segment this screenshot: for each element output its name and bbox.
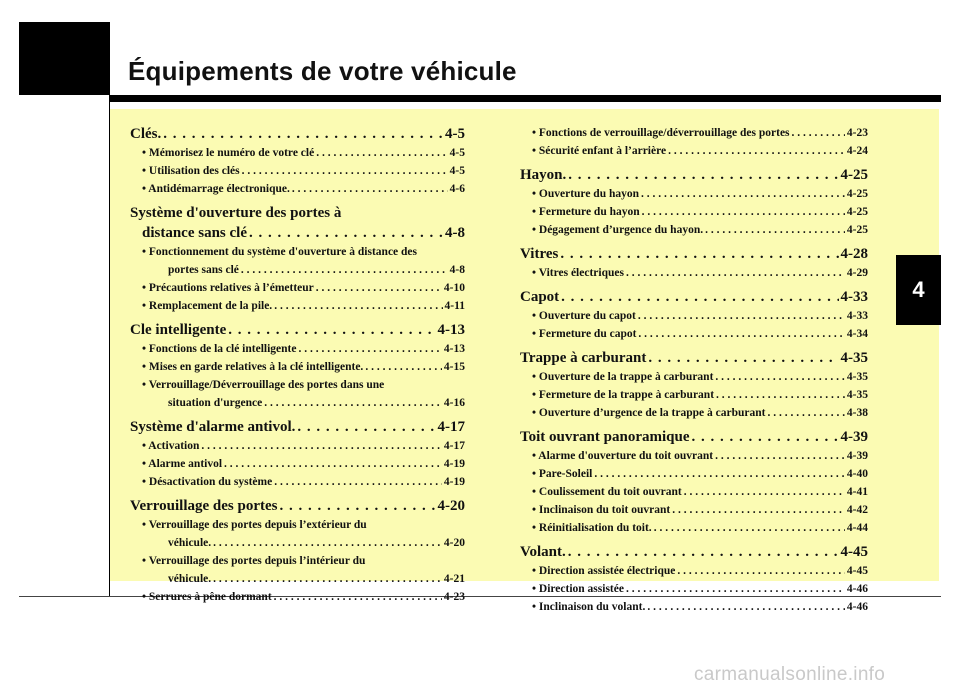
toc-subitem[interactable] [130,144,465,162]
toc-page-number: 4-33 [840,289,868,305]
toc-left-column [130,124,465,606]
toc-entry-label: • Coulissement du toit ouvrant [532,486,682,498]
leader-dots [201,437,442,455]
toc-page-number: 4-28 [840,246,868,262]
leader-dots [654,519,845,537]
leader-dots [672,501,845,519]
toc-page-number: 4-46 [846,583,868,595]
toc-subitem[interactable] [130,358,465,376]
toc-entry-label: Clés. [130,126,162,142]
toc-entry-label: véhicule. [168,573,212,585]
toc-entry-label: • Pare-Soleil [532,468,593,480]
toc-subitem[interactable] [520,368,868,386]
toc-entry-label: • Désactivation du système [142,476,273,488]
leader-dots [228,320,435,340]
toc-entry-label: • Fonctions de verrouillage/déverrouillage des portes [532,127,790,139]
toc-entry-label: Cle intelligente [130,322,227,338]
watermark: carmanualsonline.info [694,664,886,685]
leader-dots [568,542,839,562]
leader-dots [274,588,442,606]
toc-entry-label: • Activation [142,440,200,452]
leader-dots [249,223,443,243]
toc-page-number: 4-23 [846,127,868,139]
toc-page-number: 4-17 [437,419,465,435]
leader-dots [648,348,838,368]
toc-heading[interactable] [130,417,465,437]
toc-page-number: 4-25 [846,224,868,236]
toc-page-number: 4-24 [846,145,868,157]
toc-page-number: 4-20 [443,537,465,549]
toc-entry-label: Trappe à carburant [520,350,647,366]
header-black-block [19,22,109,95]
toc-heading-line: Système d'ouverture des portes à [130,205,342,221]
toc-page-number: 4-40 [846,468,868,480]
toc-entry-label: Vitres [520,246,559,262]
toc-subitem[interactable] [520,203,868,221]
toc-subitem[interactable] [520,325,868,343]
toc-heading[interactable] [520,244,868,264]
toc-page-number: 4-25 [846,206,868,218]
toc-page-number: 4-38 [846,407,868,419]
leader-dots [684,483,845,501]
toc-subitem[interactable] [520,142,868,160]
toc-subitem[interactable] [520,519,868,537]
toc-page-number: 4-29 [846,267,868,279]
toc-page-number: 4-25 [846,188,868,200]
leader-dots [274,473,442,491]
leader-dots [715,368,845,386]
toc-subitem[interactable] [130,394,465,412]
toc-subitem-line: • Fonctionnement du système d'ouverture à distance des [142,246,418,258]
toc-page-number: 4-35 [846,389,868,401]
toc-page-number: 4-35 [846,371,868,383]
toc-page-number: 4-10 [443,282,465,294]
toc-subitem[interactable] [520,598,868,616]
toc-page-number: 4-13 [443,343,465,355]
leader-dots [297,417,435,437]
toc-entry-label: • Fermeture de la trappe à carburant [532,389,715,401]
toc-page-number: 4-5 [445,126,465,142]
toc-entry-label: Verrouillage des portes [130,498,278,514]
toc-page-number: 4-8 [449,264,465,276]
leader-dots [647,598,845,616]
leader-dots [626,264,845,282]
toc-subitem[interactable] [130,340,465,358]
toc-subitem[interactable] [130,180,465,198]
leader-dots [213,534,442,552]
toc-page-number: 4-11 [444,300,465,312]
toc-page-number: 4-39 [840,429,868,445]
leader-dots [705,221,845,239]
toc-entry-label: • Ouverture du hayon [532,188,640,200]
toc-subitem-line: • Verrouillage des portes depuis l’intérieur du [142,555,366,567]
toc-right-column [520,124,868,616]
toc-page-number: 4-21 [443,573,465,585]
toc-page-number: 4-19 [443,476,465,488]
toc-subitem[interactable] [520,483,868,501]
toc-page-number: 4-6 [449,183,465,195]
toc-entry-label: Système d'alarme antivol. [130,419,296,435]
toc-page-number: 4-41 [846,486,868,498]
leader-dots [561,287,838,307]
toc-page-number: 4-16 [443,397,465,409]
leader-dots [560,244,838,264]
toc-entry-label: • Réinitialisation du toit. [532,522,652,534]
toc-page-number: 4-35 [840,350,868,366]
toc-entry-label: • Précautions relatives à l’émetteur [142,282,314,294]
chapter-number: 4 [912,277,925,302]
toc-heading[interactable] [520,427,868,447]
toc-entry-label: • Remplacement de la pile. [142,300,273,312]
toc-entry-label: situation d'urgence [168,397,263,409]
toc-entry-label: • Inclinaison du toit ouvrant [532,504,671,516]
toc-page-number: 4-15 [443,361,465,373]
toc-subitem[interactable] [130,570,465,588]
toc-entry-label: • Direction assistée [532,583,624,595]
title-rule [109,95,941,102]
toc-entry-label: • Mémorisez le numéro de votre clé [142,147,315,159]
toc-entry-label: Volant. [520,544,566,560]
toc-page-number: 4-33 [846,310,868,322]
toc-heading[interactable] [130,496,465,516]
toc-entry-label: • Utilisation des clés [142,165,240,177]
toc-subitem-line: • Verrouillage des portes depuis l’extérieur du [142,519,367,531]
leader-dots [242,162,448,180]
toc-subitem[interactable] [520,404,868,422]
toc-page-number: 4-20 [437,498,465,514]
toc-subitem[interactable] [520,501,868,519]
toc-page-number: 4-13 [437,322,465,338]
toc-heading[interactable] [520,542,868,562]
toc-subitem[interactable] [520,185,868,203]
leader-dots [641,185,845,203]
toc-entry-label: • Dégagement d’urgence du hayon. [532,224,704,236]
leader-dots [568,165,838,185]
toc-subitem[interactable] [520,264,868,282]
leader-dots [638,307,845,325]
toc-entry-label: • Sécurité enfant à l’arrière [532,145,667,157]
toc-subitem[interactable] [130,297,465,315]
toc-entry-label: • Alarme d'ouverture du toit ouvrant [532,450,714,462]
toc-entry-label: • Ouverture du capot [532,310,636,322]
leader-dots [213,570,442,588]
toc-entry-label: véhicule. [168,537,212,549]
toc-heading[interactable] [520,287,868,307]
toc-page-number: 4-39 [846,450,868,462]
toc-page-number: 4-8 [445,225,465,241]
leader-dots [274,297,442,315]
toc-entry-label: • Mises en garde relatives à la clé intelligente. [142,361,364,373]
leader-dots [280,496,436,516]
leader-dots [677,562,845,580]
leader-dots [668,142,845,160]
page-title: Équipements de votre véhicule [128,56,517,86]
leader-dots [767,404,844,422]
leader-dots [716,386,845,404]
toc-subitem[interactable] [520,124,868,142]
leader-dots [642,203,845,221]
toc-subitem[interactable] [130,162,465,180]
leader-dots [626,580,845,598]
toc-entry-label: • Fonctions de la clé intelligente [142,343,297,355]
toc-subitem[interactable] [520,386,868,404]
toc-page-number: 4-46 [846,601,868,613]
leader-dots [365,358,442,376]
toc-subitem[interactable] [520,562,868,580]
toc-page-number: 4-42 [846,504,868,516]
toc-page-number: 4-23 [443,591,465,603]
leader-dots [316,144,447,162]
toc-entry-label: • Serrures à pêne dormant [142,591,272,603]
leader-dots [594,465,845,483]
leader-dots [292,180,448,198]
toc-subitem[interactable] [520,307,868,325]
toc-page-number: 4-34 [846,328,868,340]
toc-subitem[interactable] [130,437,465,455]
toc-heading[interactable] [520,165,868,185]
toc-page-number: 4-5 [449,165,465,177]
toc-entry-label: • Ouverture d’urgence de la trappe à carburant [532,407,766,419]
leader-dots [163,124,443,144]
toc-entry-label: • Fermeture du hayon [532,206,640,218]
toc-entry-label: • Direction assistée électrique [532,565,676,577]
toc-entry-label: Hayon. [520,167,567,183]
leader-dots [224,455,442,473]
toc-heading[interactable] [520,348,868,368]
toc-subitem[interactable] [130,473,465,491]
toc-subitem[interactable] [130,588,465,606]
toc-subitem[interactable] [520,447,868,465]
toc-subitem[interactable] [520,221,868,239]
toc-entry-label: distance sans clé [142,225,247,241]
leader-dots [298,340,441,358]
toc-entry-label: Capot [520,289,560,305]
toc-heading[interactable] [130,223,465,243]
toc-subitem[interactable] [130,534,465,552]
toc-heading[interactable] [130,124,465,144]
toc-entry-label: • Fermeture du capot [532,328,637,340]
leader-dots [691,427,838,447]
leader-dots [241,261,448,279]
chapter-tab[interactable] [896,255,941,325]
toc-subitem[interactable] [130,261,465,279]
leader-dots [792,124,845,142]
leader-dots [638,325,844,343]
toc-subitem[interactable] [130,455,465,473]
toc-page-number: 4-44 [846,522,868,534]
toc-subitem[interactable] [520,580,868,598]
toc-entry-label: • Alarme antivol [142,458,223,470]
toc-subitem[interactable] [520,465,868,483]
leader-dots [264,394,442,412]
toc-page-number: 4-19 [443,458,465,470]
leader-dots [715,447,845,465]
toc-heading[interactable] [130,320,465,340]
toc-entry-label: • Vitres électriques [532,267,624,279]
toc-page-number: 4-45 [840,544,868,560]
toc-subitem-line: • Verrouillage/Déverrouillage des portes dans une [142,379,385,391]
toc-entry-label: portes sans clé [168,264,239,276]
toc-entry-label: • Inclinaison du volant. [532,601,646,613]
toc-page-number: 4-25 [840,167,868,183]
toc-entry-label: • Antidémarrage électronique. [142,183,290,195]
leader-dots [316,279,442,297]
toc-page-number: 4-17 [443,440,465,452]
toc-entry-label: Toit ouvrant panoramique [520,429,690,445]
toc-entry-label: • Ouverture de la trappe à carburant [532,371,714,383]
toc-page-number: 4-5 [449,147,465,159]
toc-subitem[interactable] [130,279,465,297]
toc-page-number: 4-45 [846,565,868,577]
